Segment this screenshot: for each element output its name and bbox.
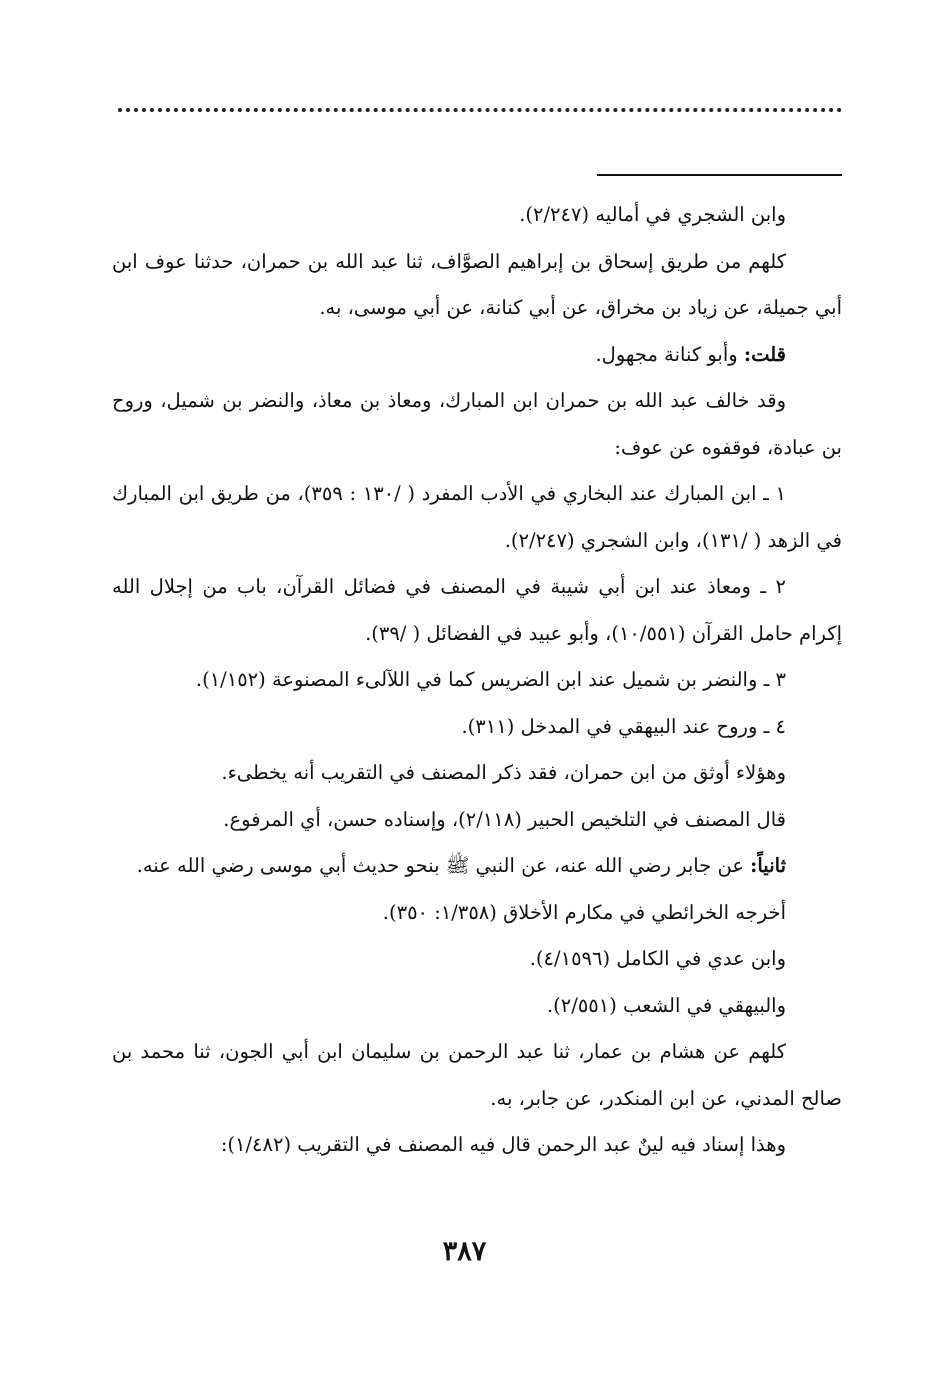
paragraph-text: ٤ ـ وروح عند البيهقي في المدخل (٣١١). [461,714,786,738]
paragraph-text: وابن عدي في الكامل (٤/١٥٩٦). [529,947,786,970]
paragraph [112,239,842,332]
paragraph [112,750,842,797]
paragraph-lead: قلت: [743,342,786,366]
paragraph-text: كلهم من طريق إسحاق بن إبراهيم الصوَّاف، ثنا عبد الله بن حمران، حدثنا عوف ابن أبي جميلة، عن زياد بن مخراق، عن أبي كنانة، عن أبي موسى، به. [112,249,842,319]
paragraph [112,797,842,844]
paragraph [112,192,842,239]
paragraph-text: عن جابر رضي الله عنه، عن النبي ﷺ بنحو حديث أبي موسى رضي الله عنه. [136,854,751,877]
paragraph [112,704,842,751]
paragraph [112,843,842,890]
paragraph-text: كلهم عن هشام بن عمار، ثنا عبد الرحمن بن سليمان ابن أبي الجون، ثنا محمد بن صالح المدني، عن ابن المنكدر، عن جابر، به. [112,1040,842,1110]
paragraph [112,936,842,983]
paragraph-text: والبيهقي في الشعب (٢/٥٥١). [546,993,786,1017]
paragraph-text: وهؤلاء أوثق من ابن حمران، فقد ذكر المصنف في التقريب أنه يخطىء. [221,761,786,784]
paragraph [112,332,842,379]
paragraph-text: ١ ـ ابن المبارك عند البخاري في الأدب المفرد ( /١٣٠ : ٣٥٩)، من طريق ابن المبارك في الزهد ( /١٣١)، وابن الشجري (٢/٢٤٧). [112,482,842,552]
paragraph-text: وهذا إسناد فيه لينٌ عبد الرحمن قال فيه المصنف في التقريب (١/٤٨٢): [220,1133,786,1156]
paragraph [112,890,842,937]
footnote-rule [597,174,842,176]
paragraph-text: وأبو كنانة مجهول. [595,342,744,366]
paragraph [112,1122,842,1169]
paragraph [112,657,842,704]
paragraph-text: ٢ ـ ومعاذ عند ابن أبي شيبة في المصنف في فضائل القرآن، باب من إجلال الله إكرام حامل القرآن (١٠/٥٥١)، وأبو عبيد في الفضائل ( /٣٩). [112,575,842,645]
paragraph-text: أخرجه الخرائطي في مكارم الأخلاق (١/٣٥٨: ٣٥٠). [382,900,786,924]
paragraph-text: قال المصنف في التلخيص الحبير (٢/١١٨)، وإسناده حسن، أي المرفوع. [223,807,786,831]
page-body [112,192,842,1169]
paragraph [112,378,842,471]
paragraph-text: ٣ ـ والنضر بن شميل عند ابن الضريس كما في اللآلىء المصنوعة (١/١٥٢). [195,668,786,691]
paragraph [112,471,842,564]
page-number: ٣٨٧ [442,1236,487,1267]
paragraph [112,983,842,1030]
paragraph-text: وابن الشجري في أماليه (٢/٢٤٧). [519,203,786,226]
paragraph [112,564,842,657]
paragraph-text: وقد خالف عبد الله بن حمران ابن المبارك، ومعاذ بن معاذ، والنضر بن شميل، وروح بن عبادة، فوقفوه عن عوف: [112,389,842,459]
dotted-separator [118,108,842,112]
paragraph [112,1029,842,1122]
paragraph-lead: ثانياً: [750,854,786,877]
